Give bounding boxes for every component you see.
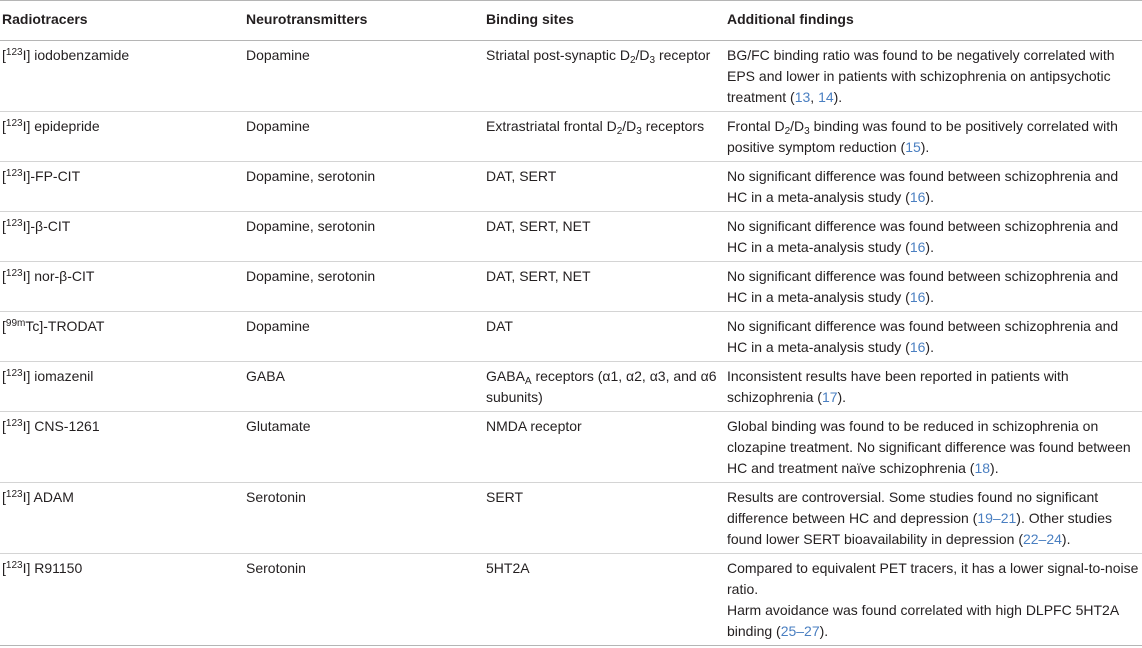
cell-binding-site — [484, 362, 725, 412]
text-segment: I] R91150 — [22, 560, 83, 576]
cell-binding-site — [484, 262, 725, 312]
cell-additional-findings — [725, 362, 1142, 412]
cell-additional-findings — [725, 412, 1142, 483]
text-segment: Compared to equivalent PET tracers, it has a lower signal-to-noise ratio. — [727, 560, 1139, 597]
cell-radiotracer — [0, 112, 244, 162]
superscript: 123 — [5, 268, 23, 279]
superscript: 123 — [5, 368, 23, 379]
text-segment: binding was found to be positively correlated with positive symptom reduction ( — [727, 118, 1118, 155]
text-segment: I]-β-CIT — [22, 218, 71, 234]
text-segment: Harm avoidance was found correlated with high DLPFC 5HT2A binding ( — [727, 602, 1119, 639]
cell-radiotracer — [0, 162, 244, 212]
text-segment: DAT — [486, 318, 513, 334]
text-segment: ). — [990, 460, 999, 476]
text-segment: receptors — [641, 118, 705, 134]
text-segment: DAT, SERT, NET — [486, 268, 591, 284]
cell-neurotransmitter: Serotonin — [244, 483, 484, 554]
text-segment: ). — [837, 389, 847, 405]
text-segment: I] epidepride — [22, 118, 100, 134]
cell-binding-site — [484, 112, 725, 162]
text-segment: DAT, SERT, NET — [486, 218, 591, 234]
header-binding-sites: Binding sites — [484, 1, 725, 41]
table-body — [0, 41, 1142, 646]
text-segment: ). Other studies found lower SERT bioavailability in depression ( — [727, 510, 1112, 547]
text-segment: ). — [833, 89, 843, 105]
text-segment: /D — [622, 118, 637, 134]
text-segment: /D — [790, 118, 805, 134]
cell-radiotracer — [0, 41, 244, 112]
cell-radiotracer — [0, 262, 244, 312]
text-segment: ). — [925, 239, 934, 255]
subscript: 2 — [629, 55, 636, 66]
superscript: 123 — [5, 47, 23, 58]
text-segment: [ — [2, 168, 6, 184]
cell-additional-findings — [725, 212, 1142, 262]
text-segment: Results are controversial. Some studies found no significant difference between HC and depression ( — [727, 489, 1099, 526]
text-segment: [ — [2, 47, 6, 63]
text-segment: No significant difference was found between schizophrenia and HC in a meta-analysis study ( — [727, 268, 1119, 305]
text-segment: I] iodobenzamide — [22, 47, 130, 63]
text-segment: [ — [2, 318, 6, 334]
text-segment: 5HT2A — [486, 560, 530, 576]
text-segment: receptors (α1, α2, α3, and α6 subunits) — [486, 368, 717, 405]
text-segment: [ — [2, 268, 6, 284]
cell-radiotracer — [0, 362, 244, 412]
text-segment: ). — [1061, 531, 1071, 547]
superscript: 123 — [5, 118, 23, 129]
table-row — [0, 112, 1142, 162]
superscript: 123 — [5, 418, 23, 429]
reference-link[interactable]: 22–24 — [1022, 531, 1062, 547]
cell-binding-site — [484, 312, 725, 362]
cell-radiotracer — [0, 483, 244, 554]
table-row — [0, 483, 1142, 554]
reference-link[interactable]: 16 — [909, 289, 926, 305]
text-segment: Tc]-TRODAT — [25, 318, 105, 334]
text-segment: GABA — [486, 368, 525, 384]
text-segment: BG/FC binding ratio was found to be negatively correlated with EPS and lower in patients with schizophrenia on antipsychotic treatment ( — [727, 47, 1115, 105]
header-neurotransmitters: Neurotransmitters — [244, 1, 484, 41]
text-segment: No significant difference was found between schizophrenia and HC in a meta-analysis study ( — [727, 318, 1119, 355]
header-additional-findings: Additional findings — [725, 1, 1142, 41]
cell-additional-findings — [725, 162, 1142, 212]
reference-link[interactable]: 13 — [794, 89, 811, 105]
text-segment: [ — [2, 118, 6, 134]
table-row — [0, 162, 1142, 212]
superscript: 123 — [5, 168, 23, 179]
text-segment: [ — [2, 560, 6, 576]
table-row — [0, 41, 1142, 112]
cell-radiotracer — [0, 212, 244, 262]
cell-additional-findings — [725, 554, 1142, 646]
subscript: 3 — [804, 126, 810, 137]
cell-additional-findings — [725, 312, 1142, 362]
text-segment: I] nor-β-CIT — [22, 268, 95, 284]
text-segment: Frontal D — [727, 118, 785, 134]
text-segment: No significant difference was found between schizophrenia and HC in a meta-analysis study ( — [727, 168, 1119, 205]
subscript: A — [524, 376, 532, 387]
text-segment: NMDA receptor — [486, 418, 582, 434]
text-segment: [ — [2, 218, 6, 234]
text-segment: ). — [925, 289, 934, 305]
reference-link[interactable]: 15 — [905, 139, 921, 155]
superscript: 123 — [5, 218, 23, 229]
cell-additional-findings — [725, 483, 1142, 554]
table-row — [0, 412, 1142, 483]
text-segment: DAT, SERT — [486, 168, 557, 184]
text-segment: I]-FP-CIT — [22, 168, 81, 184]
text-segment: , — [810, 89, 819, 105]
text-segment: ). — [925, 339, 934, 355]
header-radiotracers: Radiotracers — [0, 1, 244, 41]
text-segment: ). — [819, 623, 829, 639]
reference-link[interactable]: 16 — [909, 189, 926, 205]
text-segment: SERT — [486, 489, 524, 505]
text-segment: receptor — [655, 47, 711, 63]
reference-link[interactable]: 18 — [974, 460, 991, 476]
table-row — [0, 312, 1142, 362]
reference-link[interactable]: 16 — [909, 239, 926, 255]
cell-neurotransmitter: GABA — [244, 362, 484, 412]
cell-radiotracer — [0, 554, 244, 646]
cell-neurotransmitter: Dopamine, serotonin — [244, 262, 484, 312]
text-segment: Global binding was found to be reduced in schizophrenia on clozapine treatment. No significant difference was found between HC and treatment naïve schizophrenia ( — [727, 418, 1131, 476]
text-segment: Extrastriatal frontal D — [486, 118, 617, 134]
reference-link[interactable]: 17 — [821, 389, 838, 405]
text-segment: I] iomazenil — [22, 368, 94, 384]
text-segment: I] CNS-1261 — [22, 418, 100, 434]
cell-radiotracer — [0, 412, 244, 483]
text-segment: ). — [925, 189, 934, 205]
cell-neurotransmitter: Glutamate — [244, 412, 484, 483]
cell-binding-site — [484, 483, 725, 554]
cell-binding-site — [484, 41, 725, 112]
text-segment: [ — [2, 418, 6, 434]
cell-neurotransmitter: Dopamine, serotonin — [244, 212, 484, 262]
table-row — [0, 362, 1142, 412]
reference-link[interactable]: 14 — [818, 89, 834, 105]
reference-link[interactable]: 16 — [909, 339, 926, 355]
cell-neurotransmitter: Dopamine — [244, 41, 484, 112]
text-segment: /D — [635, 47, 650, 63]
text-segment: Striatal post-synaptic D — [486, 47, 630, 63]
superscript: 123 — [5, 489, 23, 500]
subscript: 3 — [636, 126, 642, 137]
text-segment: [ — [2, 489, 6, 505]
table-row — [0, 212, 1142, 262]
superscript: 123 — [5, 560, 23, 571]
text-segment: Inconsistent results have been reported in patients with schizophrenia ( — [727, 368, 1069, 405]
cell-radiotracer — [0, 312, 244, 362]
table-row — [0, 262, 1142, 312]
text-segment: No significant difference was found between schizophrenia and HC in a meta-analysis study ( — [727, 218, 1119, 255]
reference-link[interactable]: 19–21 — [977, 510, 1017, 526]
cell-additional-findings — [725, 41, 1142, 112]
cell-neurotransmitter: Dopamine — [244, 312, 484, 362]
reference-link[interactable]: 25–27 — [780, 623, 820, 639]
superscript: 99m — [5, 318, 26, 329]
subscript: 3 — [649, 55, 656, 66]
cell-neurotransmitter: Dopamine — [244, 112, 484, 162]
cell-binding-site — [484, 412, 725, 483]
cell-binding-site — [484, 554, 725, 646]
cell-additional-findings — [725, 262, 1142, 312]
cell-neurotransmitter: Dopamine, serotonin — [244, 162, 484, 212]
cell-additional-findings — [725, 112, 1142, 162]
text-segment: [ — [2, 368, 6, 384]
table-row — [0, 554, 1142, 646]
text-segment: I] ADAM — [22, 489, 74, 505]
header-row — [0, 1, 1142, 41]
subscript: 2 — [784, 126, 791, 137]
cell-binding-site — [484, 162, 725, 212]
subscript: 2 — [616, 126, 623, 137]
cell-neurotransmitter: Serotonin — [244, 554, 484, 646]
cell-binding-site — [484, 212, 725, 262]
text-segment: ). — [920, 139, 930, 155]
